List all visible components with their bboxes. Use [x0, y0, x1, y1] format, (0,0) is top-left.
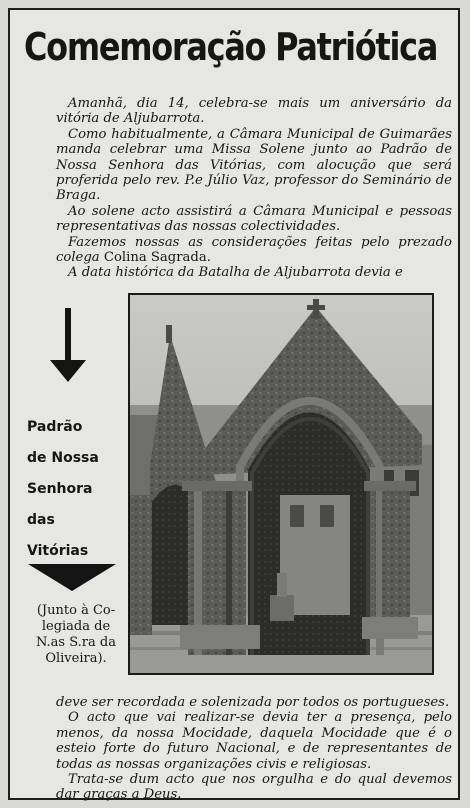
photo-sub-caption	[28, 603, 124, 667]
sub-caption-line: legiada de	[41, 619, 111, 634]
paragraph-end: .	[206, 250, 211, 266]
photo-caption	[27, 412, 127, 567]
sub-caption-line: (Junto à Co-	[36, 603, 116, 618]
paragraph: A data histórica da Batalha de Aljubarrota devia e	[68, 265, 403, 281]
triangle-down-icon	[28, 564, 116, 592]
headline: Comemoração Patriótica	[24, 25, 438, 69]
paragraph: O acto que vai realizar-se devia ter a presença, pelo menos, da nossa Mocidade, daquela Mocidade que é o esteio forte do futuro Nacional, e de representantes de todas as nossas organizações civis e religiosas.	[56, 710, 452, 772]
sub-caption-line: Oliveira).	[45, 651, 107, 666]
caption-line: de Nossa	[27, 450, 99, 466]
arrow-down-icon	[46, 308, 90, 384]
newspaper-clipping	[8, 8, 460, 803]
paragraph: Ao solene acto assistirá a Câmara Municipal e pessoas representativas das nossas colectividades.	[56, 203, 452, 235]
paragraph: deve ser recordada e solenizada por todos os portugueses.	[56, 695, 450, 710]
article-bottom	[56, 695, 452, 803]
caption-line: Vitórias	[27, 543, 89, 559]
paragraph	[56, 235, 452, 266]
monument-photo	[128, 293, 434, 675]
paragraph-text: Fazemos nossas as considerações feitas pelo prezado colega	[56, 234, 452, 266]
caption-line: das	[27, 512, 55, 528]
sub-caption-line: N.as S.ra da	[36, 635, 116, 650]
paragraph: Trata-se dum acto que nos orgulha e do qual devemos dar graças a Deus.	[56, 772, 452, 803]
newspaper-name: Colina Sagrada	[103, 250, 207, 266]
paragraph: Como habitualmente, a Câmara Municipal de Guimarães manda celebrar uma Missa Solene junto ao Padrão de Nossa Senhora das Vitórias, com alocução que será proferida pelo rev. P.e Júlio Vaz, professor do Seminário de Braga.	[56, 126, 452, 204]
caption-line: Senhora	[27, 481, 93, 497]
article-top	[56, 96, 452, 281]
paragraph: Amanhã, dia 14, celebra-se mais um aniversário da vitória de Aljubarrota.	[56, 96, 452, 127]
caption-line: Padrão	[27, 419, 83, 435]
